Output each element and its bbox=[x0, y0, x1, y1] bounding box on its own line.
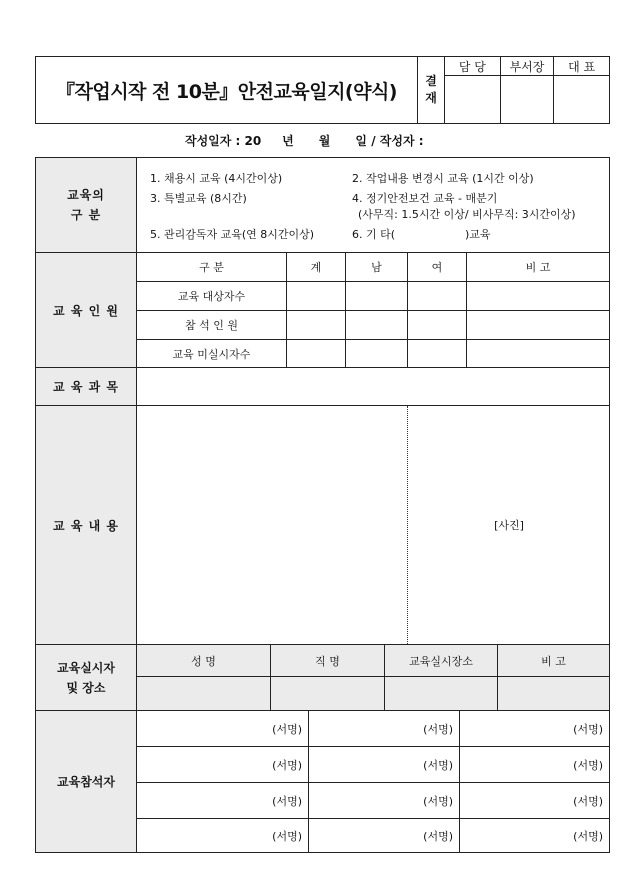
input-cell[interactable] bbox=[467, 340, 610, 368]
personnel-row-absent: 교육 미실시자수 bbox=[137, 340, 287, 368]
place-header-note: 비 고 bbox=[498, 645, 610, 677]
signature-cell[interactable]: (서명) bbox=[309, 819, 460, 853]
content-area[interactable] bbox=[136, 405, 610, 645]
attendees-table bbox=[136, 710, 610, 853]
input-cell[interactable] bbox=[346, 340, 408, 368]
table-row bbox=[137, 340, 610, 368]
table-row bbox=[137, 311, 610, 340]
place-input-note[interactable] bbox=[498, 677, 610, 711]
input-cell[interactable] bbox=[408, 340, 467, 368]
subject-input[interactable] bbox=[136, 367, 610, 406]
signature-cell[interactable]: (서명) bbox=[309, 747, 460, 783]
personnel-header-female: 여 bbox=[408, 253, 467, 282]
personnel-label: 교 육 인 원 bbox=[35, 252, 137, 368]
input-cell[interactable] bbox=[467, 311, 610, 340]
attendees-label: 교육참석자 bbox=[35, 710, 137, 853]
category-option-4[interactable]: 4. 정기안전보건 교육 - 매분기 bbox=[352, 192, 498, 205]
title-box bbox=[35, 56, 418, 124]
table-row bbox=[137, 819, 610, 853]
place-label bbox=[35, 644, 137, 711]
signature-cell[interactable]: (서명) bbox=[137, 711, 309, 747]
approval-table bbox=[444, 56, 610, 124]
table-row bbox=[137, 783, 610, 819]
input-cell[interactable] bbox=[287, 340, 346, 368]
approval-label-2: 재 bbox=[425, 91, 437, 105]
approval-col-manager: 담 당 bbox=[445, 57, 501, 76]
place-input-title[interactable] bbox=[271, 677, 385, 711]
approval-label-1: 결 bbox=[425, 74, 437, 88]
input-cell[interactable] bbox=[287, 282, 346, 311]
input-cell[interactable] bbox=[467, 282, 610, 311]
approval-sign-ceo[interactable] bbox=[554, 76, 610, 124]
personnel-header-note: 비 고 bbox=[467, 253, 610, 282]
place-input-location[interactable] bbox=[385, 677, 498, 711]
place-label-2: 및 장소 bbox=[66, 680, 106, 695]
category-label-1: 교육의 bbox=[67, 188, 105, 202]
signature-cell[interactable]: (서명) bbox=[309, 711, 460, 747]
page-title: 『작업시작 전 10분』안전교육일지(약식) bbox=[56, 80, 397, 103]
signature-cell[interactable]: (서명) bbox=[460, 747, 610, 783]
input-cell[interactable] bbox=[287, 311, 346, 340]
category-option-4-note: (사무직: 1.5시간 이상/ 비사무직: 3시간이상) bbox=[358, 208, 576, 221]
approval-col-head: 부서장 bbox=[500, 57, 554, 76]
approval-sign-head[interactable] bbox=[500, 76, 554, 124]
category-label-2: 구 분 bbox=[70, 208, 102, 222]
personnel-header-male: 남 bbox=[346, 253, 408, 282]
input-cell[interactable] bbox=[346, 282, 408, 311]
personnel-header-type: 구 분 bbox=[137, 253, 287, 282]
place-header-name: 성 명 bbox=[137, 645, 271, 677]
personnel-header-total: 계 bbox=[287, 253, 346, 282]
place-header-title: 직 명 bbox=[271, 645, 385, 677]
signature-cell[interactable]: (서명) bbox=[137, 819, 309, 853]
personnel-row-attended: 참 석 인 원 bbox=[137, 311, 287, 340]
signature-cell[interactable]: (서명) bbox=[137, 783, 309, 819]
meta-line: 작성일자 : 20 년 월 일 / 작성자 : bbox=[185, 134, 424, 148]
subject-label: 교 육 과 목 bbox=[35, 367, 137, 406]
category-option-5[interactable]: 5. 관리감독자 교육(연 8시간이상) bbox=[150, 228, 315, 241]
photo-placeholder[interactable]: [사진] bbox=[494, 519, 524, 532]
input-cell[interactable] bbox=[408, 282, 467, 311]
category-label bbox=[35, 157, 137, 253]
personnel-table bbox=[136, 252, 610, 368]
signature-cell[interactable]: (서명) bbox=[309, 783, 460, 819]
place-header-location: 교육실시장소 bbox=[385, 645, 498, 677]
input-cell[interactable] bbox=[346, 311, 408, 340]
place-label-1: 교육실시자 bbox=[57, 660, 115, 675]
approval-sign-manager[interactable] bbox=[445, 76, 501, 124]
signature-cell[interactable]: (서명) bbox=[460, 711, 610, 747]
signature-cell[interactable]: (서명) bbox=[460, 783, 610, 819]
place-input-name[interactable] bbox=[137, 677, 271, 711]
category-option-6[interactable]: 6. 기 타( )교육 bbox=[352, 228, 491, 241]
input-cell[interactable] bbox=[408, 311, 467, 340]
table-row bbox=[137, 282, 610, 311]
signature-cell[interactable]: (서명) bbox=[137, 747, 309, 783]
table-row bbox=[137, 711, 610, 747]
place-table bbox=[136, 644, 610, 711]
content-label: 교 육 내 용 bbox=[35, 405, 137, 645]
table-row bbox=[137, 747, 610, 783]
category-option-1[interactable]: 1. 채용시 교육 (4시간이상) bbox=[150, 172, 283, 185]
approval-label bbox=[417, 56, 445, 124]
category-option-3[interactable]: 3. 특별교육 (8시간) bbox=[150, 192, 247, 205]
category-option-2[interactable]: 2. 작업내용 변경시 교육 (1시간 이상) bbox=[352, 172, 534, 185]
category-options bbox=[136, 157, 610, 253]
approval-col-ceo: 대 표 bbox=[554, 57, 610, 76]
personnel-row-target: 교육 대상자수 bbox=[137, 282, 287, 311]
signature-cell[interactable]: (서명) bbox=[460, 819, 610, 853]
